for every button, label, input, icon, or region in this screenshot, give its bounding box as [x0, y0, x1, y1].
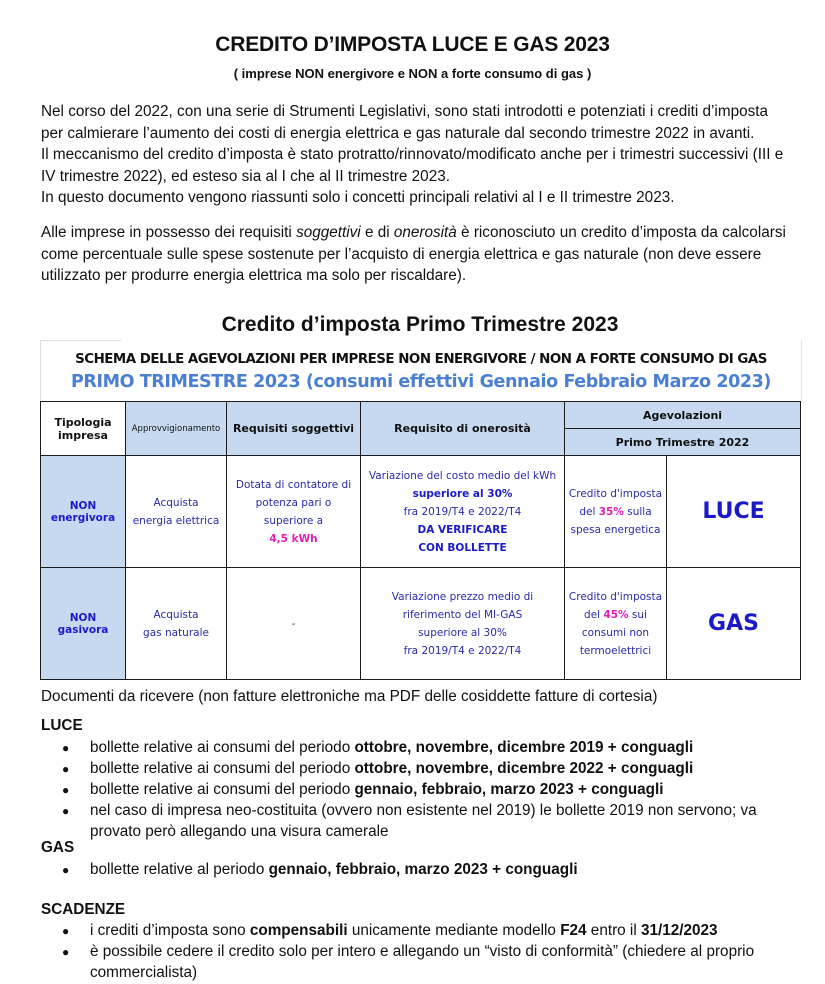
emphasis-onerosita: onerosità: [393, 224, 457, 241]
bold-line: DA VERIFICARE: [417, 523, 508, 536]
requirements-paragraph: [41, 222, 811, 287]
section-title: Credito d’imposta Primo Trimestre 2023: [221, 313, 619, 336]
text-line: potenza pari o: [255, 496, 332, 509]
text-line: termoelettrici: [579, 644, 652, 657]
text-line: Dotata di contatore di: [235, 478, 352, 491]
list-item: [60, 801, 800, 842]
deadlines-list: [60, 921, 800, 984]
bold-run: ottobre, novembre, dicembre 2019 + conguagli: [354, 739, 694, 756]
table-row-gas: [41, 568, 801, 680]
bold-line: superiore al 30%: [412, 487, 513, 500]
intro-line: In questo documento vengono riassunti solo i concetti principali relativi al I e II trimestre 2023.: [41, 189, 675, 206]
deadlines-heading: SCADENZE: [41, 901, 126, 918]
header-tipologia: Tipologia impresa: [41, 402, 126, 456]
subjective-requirements-cell: [227, 456, 361, 568]
bold-run: gennaio, febbraio, marzo 2023 + conguagli: [268, 861, 578, 878]
list-item: [60, 738, 800, 759]
text-run: sui: [628, 608, 647, 621]
bold-run: compensabili: [249, 922, 348, 939]
header-approvvigionamento: Approvvigionamento: [126, 402, 227, 456]
row-type-label: NON gasivora: [41, 568, 126, 680]
gas-documents-list: [60, 860, 800, 881]
table-row-luce: [41, 456, 801, 568]
text-line: Credito d'imposta: [568, 590, 663, 603]
text-line: Credito d'imposta: [568, 487, 663, 500]
intro-line: Il meccanismo del credito d’imposta è stato protratto/rinnovato/modificato anche per i trimestri successivi (III e: [41, 146, 784, 163]
text-line: NON: [69, 499, 97, 512]
bold-run: F24: [560, 922, 587, 939]
text-run: i crediti d’imposta sono: [90, 922, 250, 939]
text-line: energivora: [50, 511, 116, 524]
text-line: superiore a: [263, 514, 324, 527]
text-run: bollette relative ai consumi del periodo: [90, 760, 355, 777]
supply-cell: [126, 568, 227, 680]
text-line: Variazione prezzo medio di: [391, 590, 534, 603]
text-run: sulla: [623, 505, 652, 518]
text-line: Acquista: [153, 496, 199, 509]
text-run: Alle imprese in possesso dei requisiti: [41, 224, 297, 241]
benefits-table: [40, 401, 801, 680]
text-run: unicamente mediante modello: [347, 922, 561, 939]
luce-heading: LUCE: [41, 717, 83, 734]
text-line: energia elettrica: [132, 514, 220, 527]
supply-cell: [126, 456, 227, 568]
list-item: [60, 921, 800, 942]
list-item: [60, 780, 800, 801]
bold-run: ottobre, novembre, dicembre 2022 + conguagli: [354, 760, 694, 777]
intro-paragraph: [41, 101, 811, 209]
text-line: Acquista: [153, 608, 199, 621]
text-run: bollette relative al periodo: [90, 861, 269, 878]
energy-type-label: LUCE: [667, 456, 801, 568]
header-agevolazioni: Agevolazioni: [565, 402, 801, 429]
text-line: gas naturale: [143, 626, 209, 639]
onerosity-cell: [361, 568, 565, 680]
text-line: spesa energetica: [570, 523, 661, 536]
text-line: riferimento del MI-GAS: [402, 608, 523, 621]
bold-line: CON BOLLETTE: [418, 541, 507, 554]
energy-type-label: GAS: [667, 568, 801, 680]
text-line: fra 2019/T4 e 2022/T4: [403, 644, 522, 657]
document-subtitle: ( imprese NON energivore e NON a forte consumo di gas ): [233, 66, 592, 81]
onerosity-cell: [361, 456, 565, 568]
text-run: e di: [360, 224, 394, 241]
text-run: è riconosciuto un credito d’imposta da calcolarsi come percentuale sulle spese sostenute per l’acquisto di energia elettrica e gas naturale (non deve essere utilizzato per produrre energia elettrica ma solo per riscaldare).: [41, 224, 786, 284]
text-run: nel caso di impresa neo-costituita (ovvero non esistente nel 2019) le bollette 2019 non servono; va provato però allegando una visura camerale: [90, 802, 757, 840]
intro-line: IV trimestre 2022), ed esteso sia al I che al II trimestre 2023.: [41, 167, 450, 185]
text-run: bollette relative ai consumi del periodo: [90, 781, 355, 798]
list-item: [60, 942, 800, 983]
credit-cell: [565, 456, 667, 568]
luce-documents-list: [60, 738, 800, 843]
list-item: [60, 860, 800, 881]
header-requisiti-soggettivi: Requisiti soggettivi: [227, 402, 361, 456]
credit-percentage: 45%: [603, 608, 629, 621]
documents-intro: Documenti da ricevere (non fatture elettroniche ma PDF delle cosiddette fatture di cortesia): [41, 688, 658, 705]
text-run: entro il: [586, 922, 641, 939]
document-title: CREDITO D’IMPOSTA LUCE E GAS 2023: [215, 33, 610, 56]
highlight-value: 4,5 kWh: [269, 532, 318, 545]
header-periodo: Primo Trimestre 2022: [565, 429, 801, 456]
scheme-heading: SCHEMA DELLE AGEVOLAZIONI PER IMPRESE NON ENERGIVORE / NON A FORTE CONSUMO DI GAS: [75, 352, 767, 367]
text-run: del: [579, 505, 599, 518]
list-item: [60, 759, 800, 780]
bold-run: 31/12/2023: [640, 922, 718, 939]
text-line: superiore al 30%: [418, 626, 507, 639]
text-run: bollette relative ai consumi del periodo: [90, 739, 355, 756]
subjective-requirements-cell: -: [227, 568, 361, 680]
intro-line: Nel corso del 2022, con una serie di Strumenti Legislativi, sono stati introdotti e potenziati i crediti d’imposta: [41, 103, 768, 120]
text-line: Variazione del costo medio del kWh: [368, 469, 557, 482]
intro-line: per calmierare l’aumento dei costi di energia elettrica e gas naturale dal secondo trimestre 2022 in avanti.: [41, 124, 755, 142]
gas-heading: GAS: [41, 839, 75, 856]
header-requisito-onerosita: Requisito di onerosità: [361, 402, 565, 456]
scheme-banner: [40, 340, 802, 402]
text-run: è possibile cedere il credito solo per intero e allegando un “visto di conformità” (chiedere al proprio commercialista): [90, 943, 755, 981]
bold-run: gennaio, febbraio, marzo 2023 + conguagli: [354, 781, 664, 798]
credit-cell: [565, 568, 667, 680]
row-type-label: [41, 456, 126, 568]
text-line: consumi non: [581, 626, 650, 639]
text-line: fra 2019/T4 e 2022/T4: [403, 505, 522, 518]
scheme-period: PRIMO TRIMESTRE 2023 (consumi effettivi Gennaio Febbraio Marzo 2023): [70, 372, 772, 392]
text-run: del: [584, 608, 604, 621]
emphasis-soggettivi: soggettivi: [296, 224, 361, 241]
credit-percentage: 35%: [598, 505, 624, 518]
table-header-row: [41, 402, 801, 429]
